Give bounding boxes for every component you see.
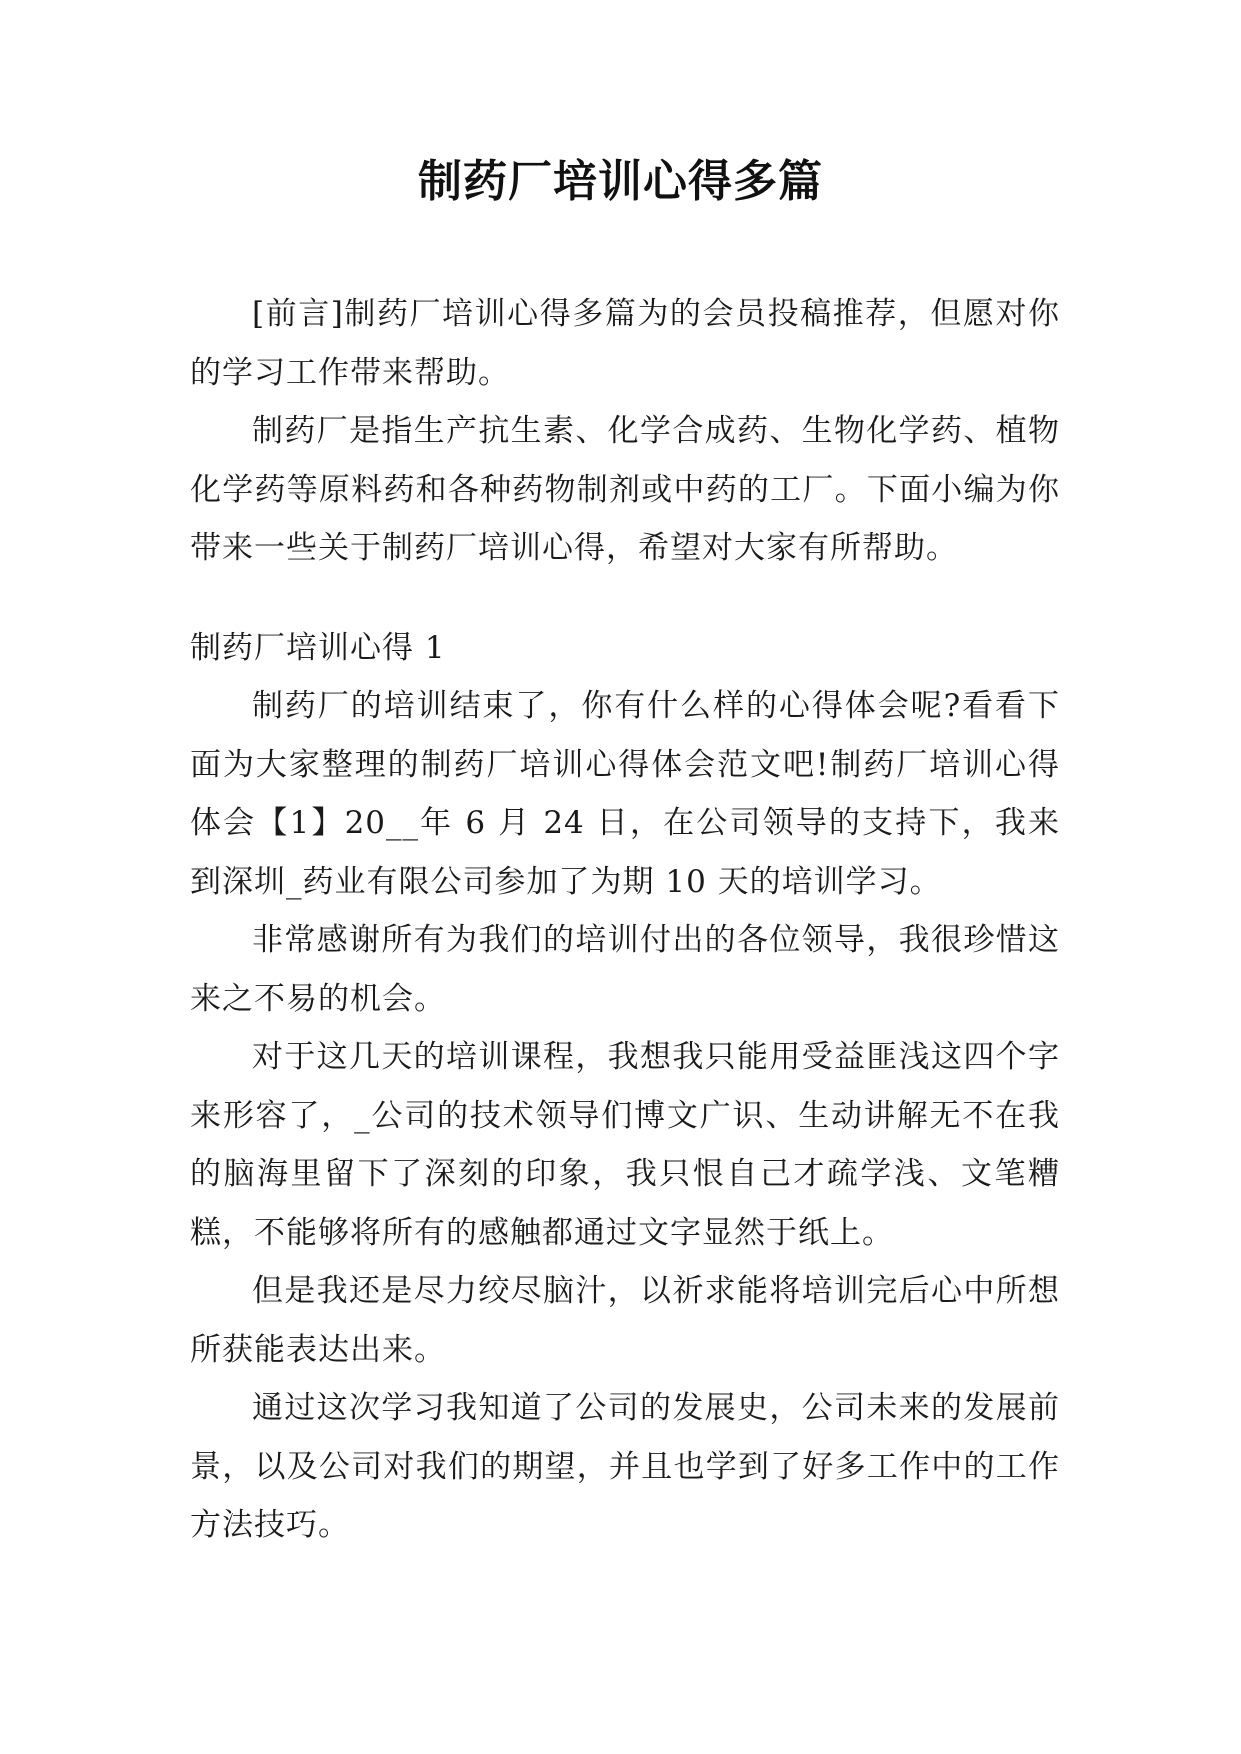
document-title: 制药厂培训心得多篇 xyxy=(418,156,823,207)
body-paragraph: 非常感谢所有为我们的培训付出的各位领导，我很珍惜这来之不易的机会。 xyxy=(190,922,1060,1017)
document-body xyxy=(190,285,1060,1555)
intro-paragraph: 制药厂是指生产抗生素、化学合成药、生物化学药、植物化学药等原料药和各种药物制剂或中药的工厂。下面小编为你带来一些关于制药厂培训心得，希望对大家有所帮助。 xyxy=(190,413,1060,566)
body-paragraph: 但是我还是尽力绞尽脑汁，以祈求能将培训完后心中所想所获能表达出来。 xyxy=(190,1273,1060,1368)
body-paragraph: 通过这次学习我知道了公司的发展史，公司未来的发展前景，以及公司对我们的期望，并且也学到了好多工作中的工作方法技巧。 xyxy=(190,1390,1060,1543)
body-paragraph: 制药厂的培训结束了，你有什么样的心得体会呢?看看下面为大家整理的制药厂培训心得体会范文吧!制药厂培训心得体会【1】20__年 6 月 24 日，在公司领导的支持下，我来到深圳_药业有限公司参加了为期 10 天的培训学习。 xyxy=(190,688,1060,900)
preface-paragraph: [前言]制药厂培训心得多篇为的会员投稿推荐，但愿对你的学习工作带来帮助。 xyxy=(190,296,1060,391)
section-heading: 制药厂培训心得 1 xyxy=(190,629,446,666)
body-paragraph: 对于这几天的培训课程，我想我只能用受益匪浅这四个字来形容了，_公司的技术领导们博文广识、生动讲解无不在我的脑海里留下了深刻的印象，我只恨自己才疏学浅、文笔糟糕，不能够将所有的感触都通过文字显然于纸上。 xyxy=(190,1039,1060,1251)
